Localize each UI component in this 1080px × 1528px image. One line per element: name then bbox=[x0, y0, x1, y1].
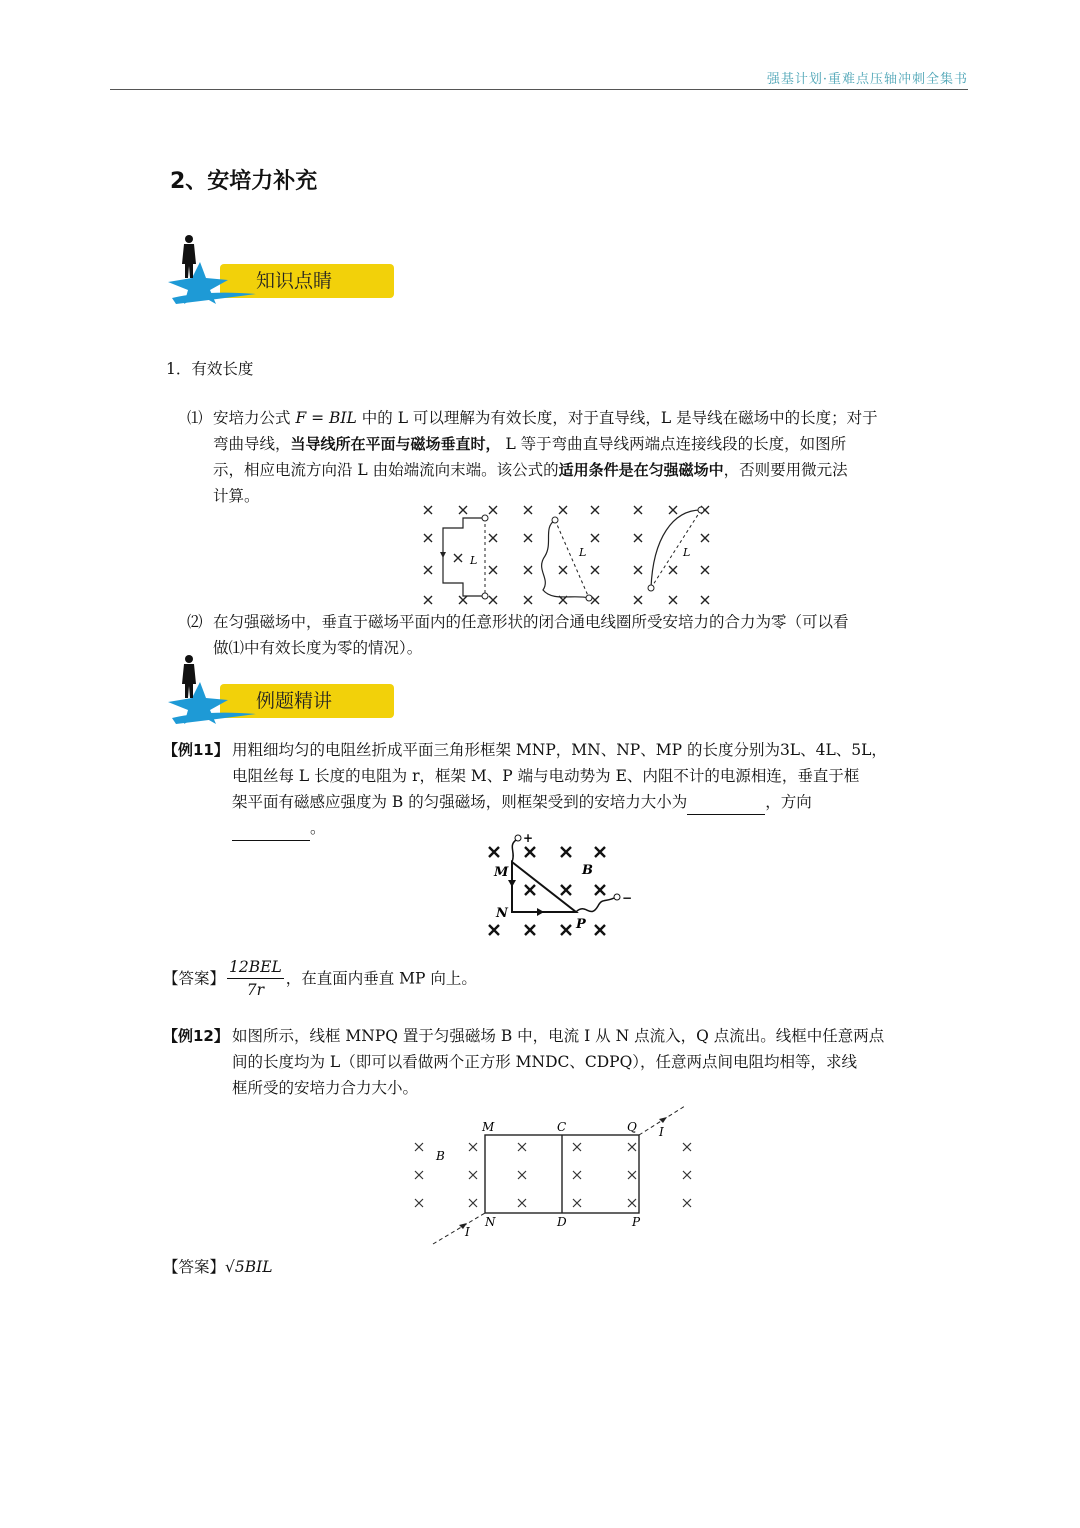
effective-length-figure bbox=[418, 498, 718, 610]
section-title: 2、安培力补充 bbox=[170, 169, 318, 194]
ex11-answer-denominator: 7r bbox=[246, 981, 265, 999]
header-divider bbox=[110, 89, 968, 90]
label-N: N bbox=[485, 1215, 496, 1229]
ex11-blank1 bbox=[687, 798, 765, 815]
ex12-line1: 如图所示，线框 MNPQ 置于匀强磁场 B 中，电流 I 从 N 点流入，Q 点流出。线框中任意两点 bbox=[232, 1027, 885, 1045]
figure-label-L-1: L bbox=[470, 554, 478, 567]
running-header: 强基计划·重难点压轴冲刺全集书 bbox=[766, 72, 968, 87]
ex11-answer-text: ，在直面内垂直 MP 向上。 bbox=[285, 969, 477, 988]
example12-answer bbox=[163, 1254, 273, 1280]
knowledge-banner-label: 知识点睛 bbox=[256, 270, 333, 292]
ex11-answer-tag: 【答案】 bbox=[163, 969, 226, 988]
label-B: B bbox=[582, 863, 593, 878]
label-C: C bbox=[557, 1120, 567, 1134]
ex12-line2: 间的长度均为 L（即可以看做两个正方形 MNDC、CDPQ），任意两点间电阻均相等，求线 bbox=[232, 1053, 858, 1071]
ex12-line3: 框所受的安培力合力大小。 bbox=[232, 1079, 419, 1097]
figure-label-L-3: L bbox=[683, 546, 691, 559]
ex11-line3a: 架平面有磁感应强度为 B 的匀强磁场，则框架受到的安培力大小为 bbox=[232, 793, 688, 811]
label-Q: Q bbox=[627, 1120, 637, 1134]
ex12-answer-value: √5BIL bbox=[225, 1258, 273, 1276]
label-P: P bbox=[576, 917, 586, 932]
label-P: P bbox=[632, 1215, 641, 1229]
ex11-line2: 电阻丝每 L 长度的电阻为 r，框架 M、P 端与电动势为 E、内阻不计的电源相连，垂直于框 bbox=[232, 767, 860, 785]
point1-paragraph bbox=[213, 405, 958, 509]
ex11-line3b: ，方向 bbox=[765, 793, 812, 811]
point2-number: ⑵ bbox=[187, 613, 203, 631]
example12-tag: 【例12】 bbox=[163, 1027, 229, 1045]
label-M: M bbox=[494, 865, 509, 880]
p2-line1: 在匀强磁场中，垂直于磁场平面内的任意形状的闭合通电线圈所受安培力的合力为零（可以看 bbox=[213, 613, 849, 631]
examples-banner-label: 例题精讲 bbox=[256, 690, 333, 712]
p1-line4: 计算。 bbox=[213, 487, 260, 505]
ex11-answer-fraction bbox=[227, 956, 284, 1001]
p1-line3b-bold: 适用条件是在匀强磁场中 bbox=[558, 461, 724, 479]
label-I-in: I bbox=[465, 1225, 470, 1239]
label-D: D bbox=[557, 1215, 567, 1229]
ex12-answer-tag: 【答案】 bbox=[163, 1258, 226, 1276]
examples-banner bbox=[166, 652, 396, 724]
label-M: M bbox=[482, 1120, 495, 1134]
p1-formula: F = BIL bbox=[295, 409, 357, 427]
double-square-frame-figure bbox=[405, 1102, 705, 1250]
knowledge-banner bbox=[166, 232, 396, 304]
example11-tag: 【例11】 bbox=[163, 741, 229, 759]
label-N: N bbox=[496, 906, 508, 921]
label-B: B bbox=[436, 1149, 445, 1163]
minus-terminal: − bbox=[622, 891, 632, 905]
label-I-out: I bbox=[659, 1125, 664, 1139]
ex11-line4: 。 bbox=[310, 819, 326, 837]
point1-number: ⑴ bbox=[187, 409, 203, 427]
item1-title: 1．有效长度 bbox=[166, 360, 254, 378]
example11-answer bbox=[163, 956, 477, 1001]
example12-question bbox=[232, 1023, 957, 1101]
p1-line3c: ，否则要用微元法 bbox=[723, 461, 848, 479]
p1-line2b-bold: 当导线所在平面与磁场垂直时， bbox=[290, 435, 501, 453]
p1-text2: 中的 L 可以理解为有效长度，对于直导线，L 是导线在磁场中的长度；对于 bbox=[356, 409, 878, 427]
p1-text1: 安培力公式 bbox=[213, 409, 296, 427]
ex11-blank2 bbox=[232, 824, 310, 841]
figure-label-L-2: L bbox=[579, 546, 587, 559]
example11-question bbox=[232, 737, 957, 841]
p2-line2: 做⑴中有效长度为零的情况）。 bbox=[213, 639, 423, 657]
p1-line2a: 弯曲导线， bbox=[213, 435, 291, 453]
ex11-line1: 用粗细均匀的电阻丝折成平面三角形框架 MNP，MN、NP、MP 的长度分别为3L、4L、5L， bbox=[232, 741, 887, 759]
p1-line2c: L 等于弯曲直导线两端点连接线段的长度，如图所 bbox=[500, 435, 847, 453]
p1-line3a: 示，相应电流方向沿 L 由始端流向末端。该公式的 bbox=[213, 461, 559, 479]
ex11-answer-numerator: 12BEL bbox=[227, 956, 284, 979]
triangle-frame-figure bbox=[482, 832, 632, 942]
plus-terminal: + bbox=[523, 832, 534, 845]
